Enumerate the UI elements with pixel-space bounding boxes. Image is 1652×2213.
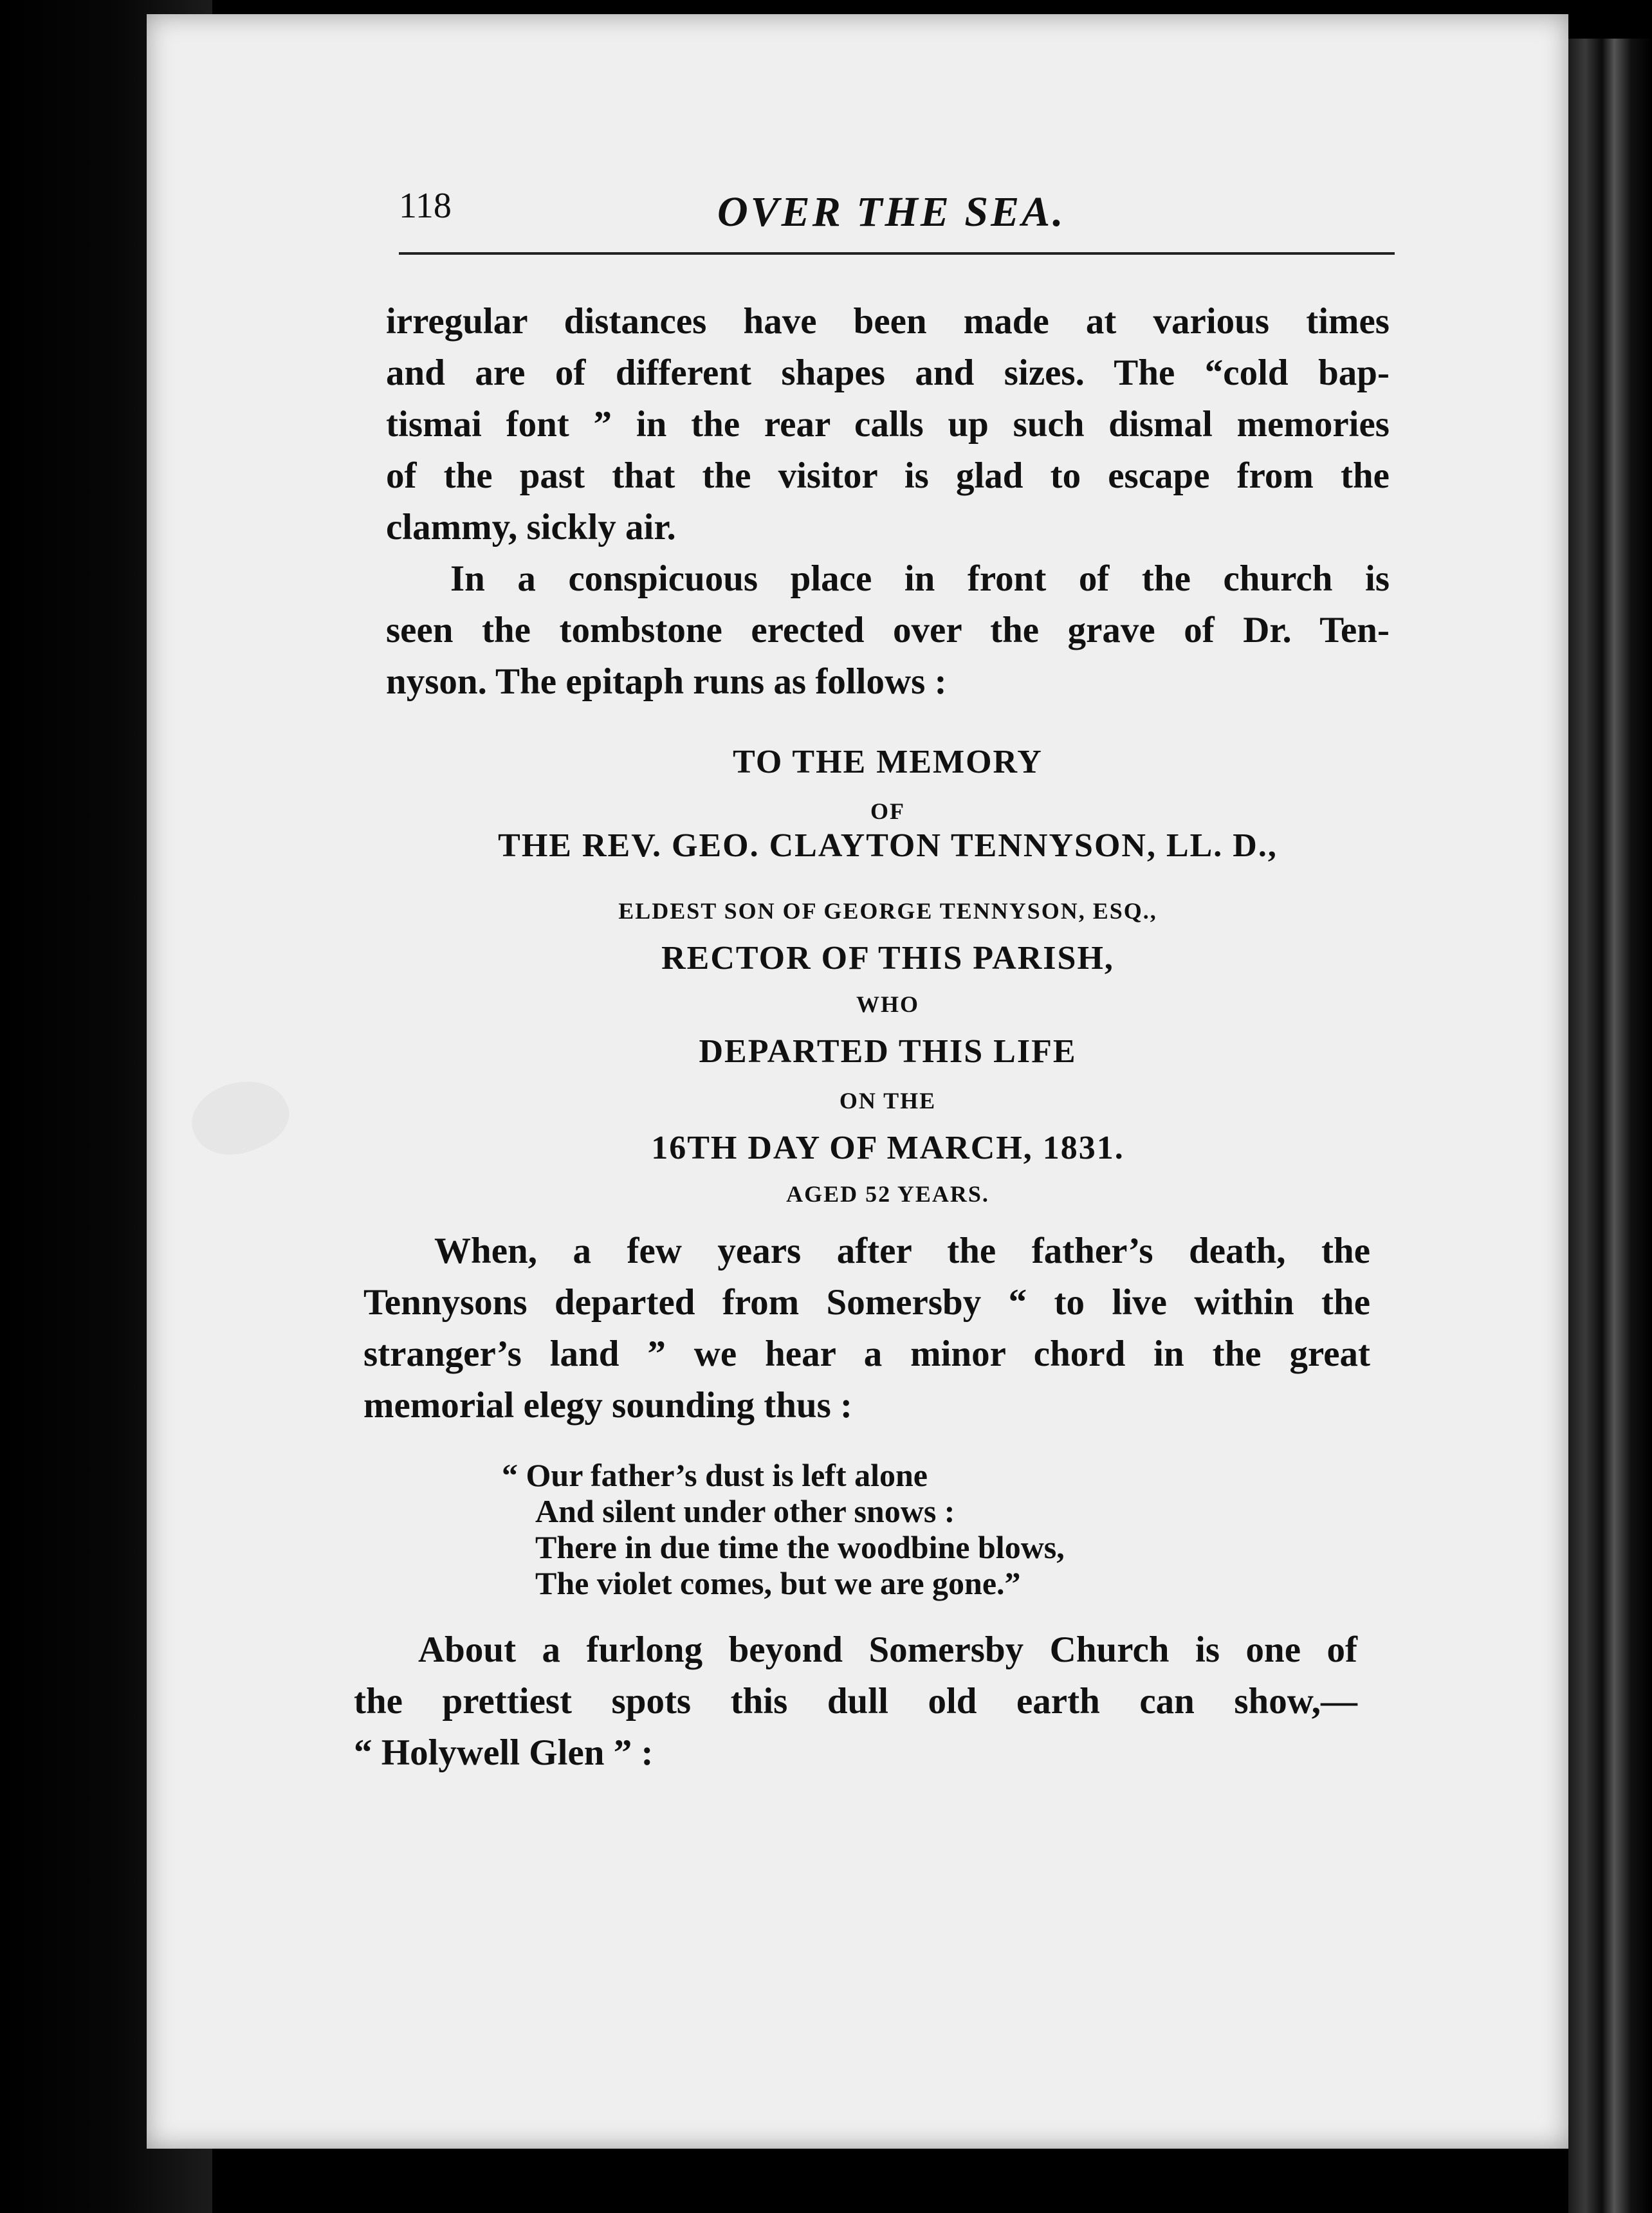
text-line: tismai font ” in the rear calls up such dismal memories <box>386 404 1390 445</box>
epitaph-line: ON THE <box>839 1088 937 1114</box>
book-page-edges <box>1568 39 1652 2213</box>
poem-quote <box>502 1457 1209 1601</box>
poem-line: The violet comes, but we are gone.” <box>535 1565 1021 1601</box>
epitaph-line: THE REV. GEO. CLAYTON TENNYSON, LL. D., <box>498 827 1278 864</box>
epitaph-line: RECTOR OF THIS PARISH, <box>661 940 1114 977</box>
text-line: memorial elegy sounding thus : <box>363 1385 853 1426</box>
paragraph-2 <box>386 553 1390 708</box>
epitaph-line: 16TH DAY OF MARCH, 1831. <box>651 1130 1124 1166</box>
text-line: About a furlong beyond Somersby Church is one of <box>418 1630 1357 1670</box>
epitaph-line: TO THE MEMORY <box>733 744 1043 780</box>
text-line: clammy, sickly air. <box>386 507 676 547</box>
text-line: stranger’s land ” we hear a minor chord in the great <box>363 1334 1370 1374</box>
text-line: and are of different shapes and sizes. The “cold bap- <box>386 353 1390 393</box>
poem-line: “ Our father’s dust is left alone <box>502 1457 928 1493</box>
poem-line: There in due time the woodbine blows, <box>535 1529 1065 1565</box>
paragraph-1 <box>386 296 1390 553</box>
text-line: of the past that the visitor is glad to escape from the <box>386 455 1390 496</box>
epitaph-line: DEPARTED THIS LIFE <box>699 1033 1077 1070</box>
poem-line: And silent under other snows : <box>535 1493 955 1529</box>
text-line: irregular distances have been made at various times <box>386 301 1390 342</box>
epitaph-line: AGED 52 YEARS. <box>786 1181 989 1207</box>
text-line: In a conspicuous place in front of the church is <box>450 558 1390 599</box>
text-line: Tennysons departed from Somersby “ to live within the <box>363 1282 1370 1323</box>
paper-tear-mark <box>181 1065 298 1170</box>
epitaph-line: WHO <box>856 991 919 1017</box>
text-line: nyson. The epitaph runs as follows : <box>386 661 947 702</box>
text-line: seen the tombstone erected over the grave of Dr. Ten- <box>386 610 1390 650</box>
epitaph-line: ELDEST SON OF GEORGE TENNYSON, ESQ., <box>618 898 1157 924</box>
text-line: When, a few years after the father’s death, the <box>434 1231 1370 1271</box>
paragraph-3 <box>363 1226 1370 1431</box>
header-rule <box>399 252 1395 255</box>
page-header <box>399 174 1396 244</box>
paragraph-4 <box>354 1624 1357 1779</box>
epitaph-line: OF <box>870 798 905 824</box>
text-line: “ Holywell Glen ” : <box>354 1732 654 1773</box>
page-number: 118 <box>399 186 452 226</box>
running-title: OVER THE SEA. <box>717 188 1066 235</box>
text-line: the prettiest spots this dull old earth can show,— <box>354 1681 1357 1722</box>
